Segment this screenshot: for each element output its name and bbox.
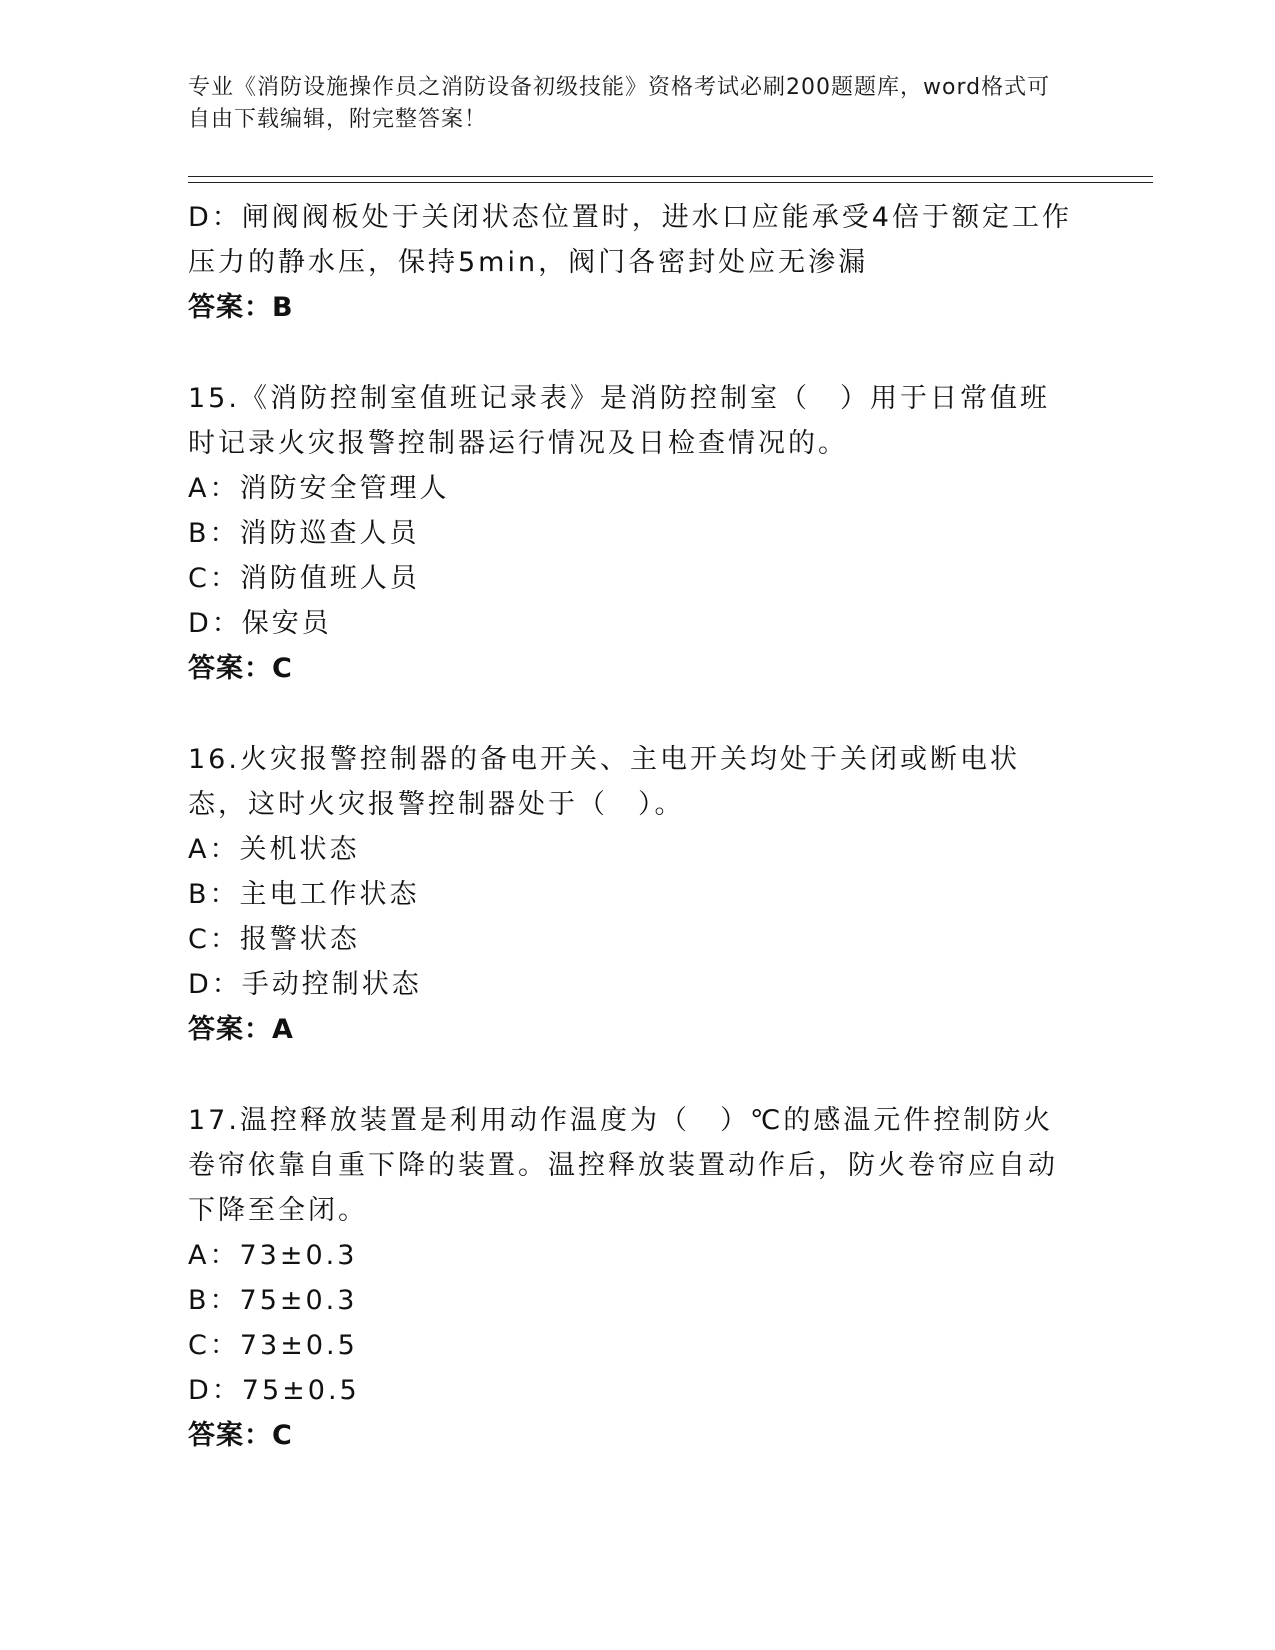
document-header: 专业《消防设施操作员之消防设备初级技能》资格考试必刷200题题库，word格式可自由下载编辑，附完整答案！ bbox=[188, 75, 1051, 132]
question-15 bbox=[188, 376, 1078, 691]
header-rule-bottom bbox=[188, 182, 1153, 183]
option-c: C：73±0.5 bbox=[188, 1330, 358, 1361]
option-a: A：73±0.3 bbox=[188, 1240, 358, 1271]
question-stem: 16.火灾报警控制器的备电开关、主电开关均处于关闭或断电状态，这时火灾报警控制器处于（ ）。 bbox=[188, 744, 1020, 820]
question-17 bbox=[188, 1098, 1078, 1458]
spacer bbox=[188, 691, 1078, 737]
option-b: B：主电工作状态 bbox=[188, 879, 420, 910]
option-b: B：消防巡查人员 bbox=[188, 518, 420, 549]
answer-line: 答案：C bbox=[188, 653, 293, 684]
question-stem: 15.《消防控制室值班记录表》是消防控制室（ ）用于日常值班时记录火灾报警控制器运行情况及日检查情况的。 bbox=[188, 383, 1050, 459]
question-list bbox=[188, 195, 1078, 1458]
option-b: B：75±0.3 bbox=[188, 1285, 358, 1316]
previous-question bbox=[188, 195, 1078, 330]
header-rule-top bbox=[188, 176, 1153, 177]
answer-line: 答案：A bbox=[188, 1014, 294, 1045]
spacer bbox=[188, 1052, 1078, 1098]
answer-line: 答案：B bbox=[188, 292, 294, 323]
option-d: D：75±0.5 bbox=[188, 1375, 360, 1406]
option-d: D：手动控制状态 bbox=[188, 969, 422, 1000]
answer-line: 答案：C bbox=[188, 1420, 293, 1451]
question-stem: 17.温控释放装置是利用动作温度为（ ）℃的感温元件控制防火卷帘依靠自重下降的装置。温控释放装置动作后，防火卷帘应自动下降至全闭。 bbox=[188, 1105, 1058, 1226]
question-16 bbox=[188, 737, 1078, 1052]
option-a: A：消防安全管理人 bbox=[188, 473, 450, 504]
option-d: D：闸阀阀板处于关闭状态位置时，进水口应能承受4倍于额定工作压力的静水压，保持5min，阀门各密封处应无渗漏 bbox=[188, 202, 1072, 278]
option-c: C：报警状态 bbox=[188, 924, 360, 955]
spacer bbox=[188, 330, 1078, 376]
option-c: C：消防值班人员 bbox=[188, 563, 420, 594]
option-d: D：保安员 bbox=[188, 608, 332, 639]
option-a: A：关机状态 bbox=[188, 834, 360, 865]
